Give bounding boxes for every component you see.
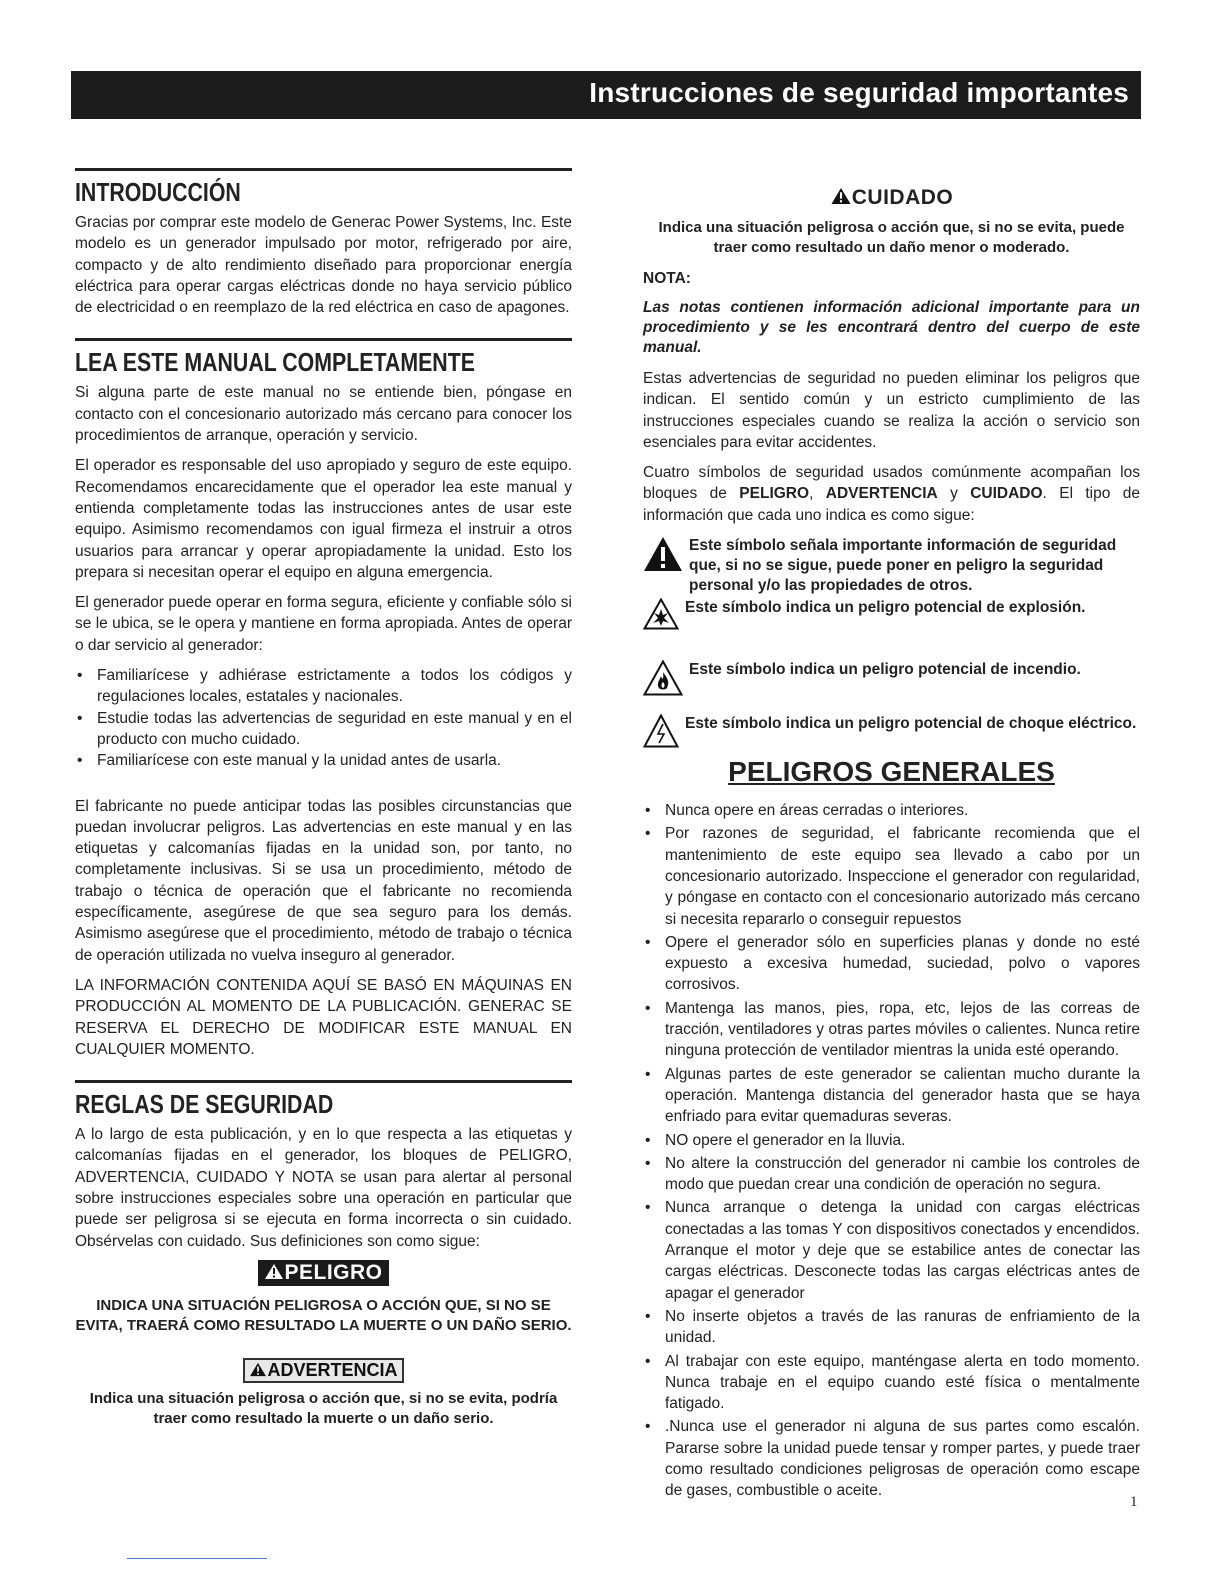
danger-label: PELIGRO [284,1260,383,1284]
warning-label: ADVERTENCIA [267,1359,398,1380]
symbol-description: Este símbolo indica un peligro potencial de choque eléctrico. [685,715,1137,733]
footer-rule [127,1558,267,1559]
list-item: • .Nunca use el generador ni alguna de sus partes como escalón. Pararse sobre la unidad puede tensar y romper partes, y puede traer como resultado condiciones peligrosas de operación como escape de gases, combustible o aceite. [643,1416,1140,1501]
general-hazards-heading: PELIGROS GENERALES [728,756,1055,788]
list-item: • No altere la construcción del generador ni cambie los controles de modo que puedan crear una condición de operación no segura. [643,1153,1140,1196]
warning-triangle-icon [830,187,852,205]
warning-triangle-icon [264,1263,284,1280]
note-label: NOTA: [643,270,691,287]
right-column [643,168,1140,1502]
read-bullet-list [75,665,572,771]
note-text: Las notas contienen información adicional importante para un procedimiento y se les encontrará dentro del cuerpo de este manual. [643,299,1140,356]
fire-icon [643,660,683,696]
read-paragraph-1: Si alguna parte de este manual no se entiende bien, póngase en contacto con el concesionario autorizado más cercano para conocer los procedimientos de arranque, operación y servicio. [75,384,572,445]
read-paragraph-3: El generador puede operar en forma segura, eficiente y confiable sólo si se le ubica, se le opera y mantiene en forma apropiada. Antes de operar o dar servicio al generador: [75,594,572,654]
text-run: , [809,485,826,503]
bold-term: PELIGRO [739,485,810,503]
intro-paragraph: Gracias por comprar este modelo de Generac Power Systems, Inc. Este modelo es un generador impulsado por motor, refrigerado por aire, compacto y de alto rendimiento diseñado para proporcionar energía eléctrica para operar cargas eléctricas donde no haya servicio público de electricidad o en reemplazo de la red eléctrica en caso de apagones. [75,214,572,317]
explosion-icon [643,598,679,630]
symbol-row-alert [643,536,1140,596]
symbol-description: Este símbolo indica un peligro potencial de explosión. [685,599,1086,617]
read-paragraph-5: LA INFORMACIÓN CONTENIDA AQUÍ SE BASÓ EN MÁQUINAS EN PRODUCCIÓN AL MOMENTO DE LA PUBLICACIÓN. GENERAC SE RESERVA EL DERECHO DE MODIFICAR ESTE MANUAL EN CUALQUIER MOMENTO. [75,976,572,1058]
symbol-row-fire [643,660,1140,708]
warning-description: Indica una situación peligrosa o acción que, si no se evita, podría traer como resultado la muerte o un daño serio. [89,1389,558,1427]
symbol-description: Este símbolo indica un peligro potencial de incendio. [689,661,1081,679]
read-manual-heading: LEA ESTE MANUAL COMPLETAMENTE [75,347,475,378]
left-column [75,168,572,1429]
list-item: • No inserte objetos a través de las ranuras de enfriamiento de la unidad. [643,1306,1140,1349]
text-run: y [937,485,971,503]
page-title: Instrucciones de seguridad importantes [589,77,1129,108]
safety-rules-paragraph: A lo largo de esta publicación, y en lo que respecta a las etiquetas y calcomanías fijadas en el generador, los bloques de PELIGRO, ADVERTENCIA, CUIDADO Y NOTA se usan para alertar al personal sobre instrucciones especiales sobre una operación en particular que puede ser peligrosa si se ejecuta en forma incorrecta o sin cuidado. Obsérvelas con cuidado. Sus definiciones son como sigue: [75,1126,572,1250]
list-item: • Familiarícese con este manual y la unidad antes de usarla. [75,750,572,771]
caution-label: CUIDADO [851,186,954,209]
list-item: • Nunca arranque o detenga la unidad con cargas eléctricas conectadas a las tomas Y con dispositivos conectados y encendidos. Arranque el motor y deje que se estabilice antes de conectar las cargas eléctricas. Desconecte todas las cargas eléctricas antes de apagar el generador [643,1197,1140,1303]
danger-badge [258,1260,388,1286]
section-divider [75,338,572,341]
caution-heading [643,186,1140,210]
bold-term: CUIDADO [970,485,1043,503]
safety-rules-heading: REGLAS DE SEGURIDAD [75,1089,334,1120]
section-divider [75,1080,572,1083]
list-item: • Nunca opere en áreas cerradas o interiores. [643,800,1140,821]
warning-triangle-icon [249,1362,267,1377]
symbol-row-electric [643,714,1140,748]
bold-term: ADVERTENCIA [825,485,938,503]
list-item: • Por razones de seguridad, el fabricante recomienda que el mantenimiento de este equipo sea llevado a cabo por un concesionario autorizado. Inspeccione el generador con regularidad, y póngase en contacto con el concesionario autorizado más cercano si necesita repararlo o conseguir repuestos [643,823,1140,929]
page-number: 1 [1130,1494,1138,1510]
danger-description: INDICA UNA SITUACIÓN PELIGROSA O ACCIÓN QUE, SI NO SE EVITA, TRAERÁ COMO RESULTADO LA MUERTE O UN DAÑO SERIO. [75,1296,572,1334]
electric-shock-icon [643,714,679,748]
symbols-intro-paragraph [643,462,1140,526]
caution-description: Indica una situación peligrosa o acción que, si no se evita, puede traer como resultado un daño menor o moderado. [658,219,1125,256]
warning-badge [243,1358,403,1383]
list-item: • Mantenga las manos, pies, ropa, etc, lejos de las correas de tracción, ventiladores y otras partes móviles o calientes. Nunca retire ninguna protección de ventilador mientras la unida esté operando. [643,998,1140,1062]
symbol-description: Este símbolo señala importante información de seguridad que, si no se sigue, puede poner en peligro la seguridad personal y/o las propiedades de otros. [689,537,1117,595]
symbol-row-explosion [643,598,1140,654]
alert-icon [643,536,683,572]
text-run: . El tipo de información que cada uno indica es como sigue: [643,485,1140,524]
general-hazards-list [643,800,1140,1502]
list-item: • Al trabajar con este equipo, manténgase alerta en todo momento. Nunca trabaje en el equipo cuando esté física o mentalmente fatigado. [643,1351,1140,1415]
read-paragraph-2: El operador es responsable del uso apropiado y seguro de este equipo. Recomendamos encarecidamente que el operador lea este manual y entienda completamente todas las instrucciones antes de usar este equipo. Asimismo recomendamos con igual firmeza el instruir a otros usuarios para arrancar y operar apropiadamente la unidad. Esto los prepara si necesitan operar el equipo en alguna emergencia. [75,457,572,581]
text-run: Cuatro símbolos de seguridad usados comúnmente acompañan los bloques de [643,464,1140,503]
warnings-paragraph: Estas advertencias de seguridad no pueden eliminar los peligros que indican. El sentido común y un estricto cumplimiento de las instrucciones especiales cuando se realiza la acción o servicio son esenciales para evitar accidentes. [643,370,1140,451]
read-paragraph-4: El fabricante no puede anticipar todas las posibles circunstancias que puedan involucrar peligros. Las advertencias en este manual y en las etiquetas y calcomanías fijadas en la unidad son, por tanto, no completamente inclusivas. Si se usa un procedimiento, método de trabajo o técnica de operación que el fabricante no recomienda específicamente, asegúrese de que sea seguro para los demás. Asimismo asegúrese que el procedimiento, método de trabajo o técnica de operación utilizada no vuelva inseguro al generador. [75,797,572,964]
list-item: • Familiarícese y adhiérase estrictamente a todos los códigos y regulaciones locales, estatales y nacionales. [75,665,572,708]
list-item: • Estudie todas las advertencias de seguridad en este manual y en el producto con mucho cuidado. [75,708,572,751]
list-item: • NO opere el generador en la lluvia. [643,1130,1140,1151]
list-item: • Opere el generador sólo en superficies planas y donde no esté expuesto a excesiva humedad, suciedad, polvo o vapores corrosivos. [643,932,1140,996]
intro-heading: INTRODUCCIÓN [75,177,241,207]
header-bar [71,71,1141,119]
section-divider [75,168,572,171]
list-item: • Algunas partes de este generador se calientan mucho durante la operación. Mantenga distancia del generador hasta que se haya enfriado para evitar quemaduras severas. [643,1064,1140,1128]
